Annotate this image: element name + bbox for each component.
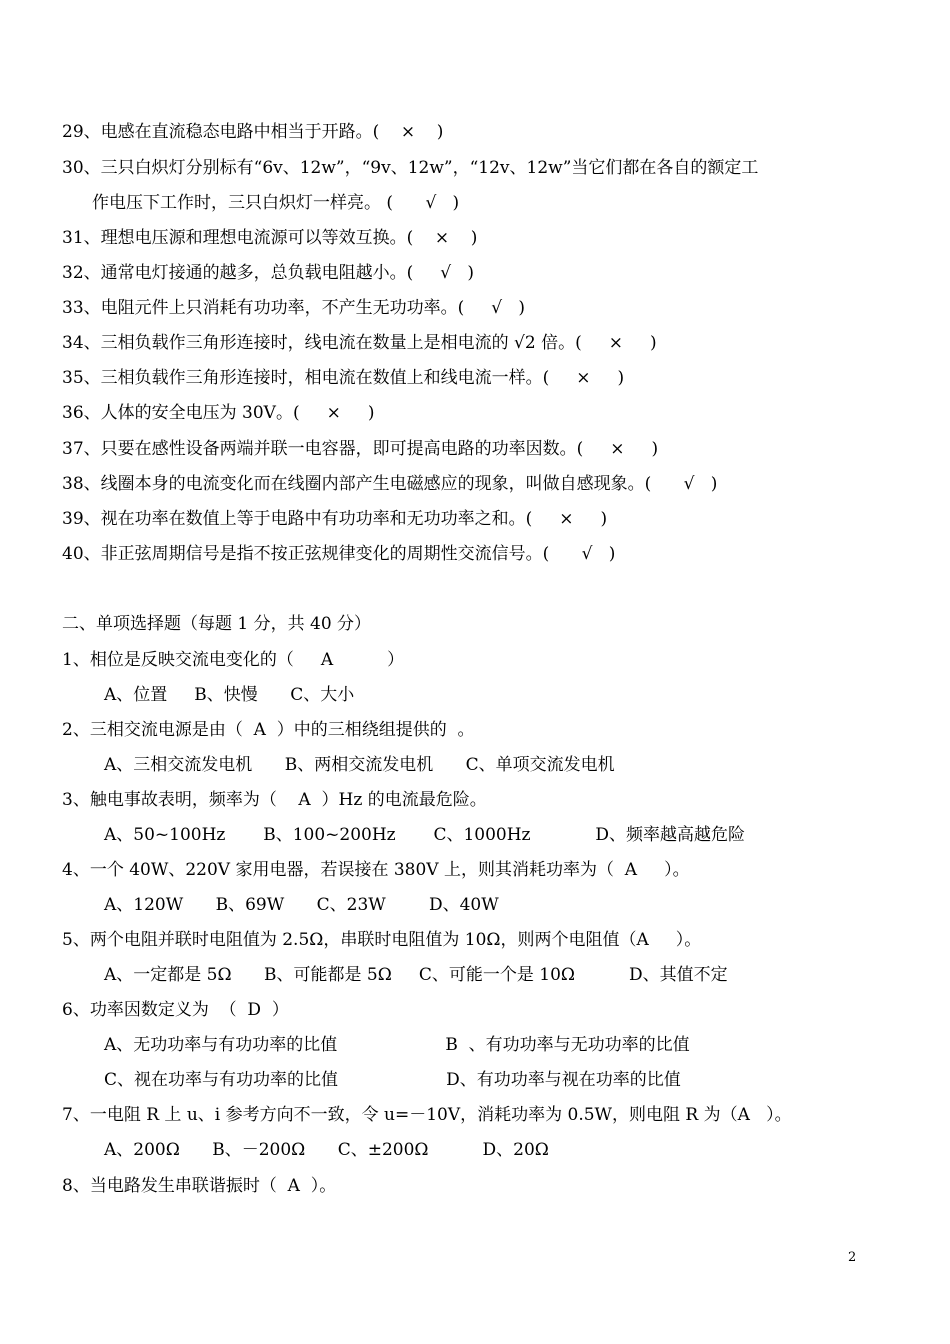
choice-options-5: A、一定都是 5Ω B、可能都是 5Ω C、可能一个是 10Ω D、其值不定 xyxy=(104,965,728,985)
judgment-item-29: 29、电感在直流稳态电路中相当于开路。( × ) xyxy=(62,122,444,142)
choice-options-6-cd: C、视在功率与有功功率的比值 D、有功功率与视在功率的比值 xyxy=(104,1070,681,1090)
judgment-item-38: 38、线圈本身的电流变化而在线圈内部产生电磁感应的现象，叫做自感现象。( √ ) xyxy=(62,474,718,494)
judgment-item-31: 31、理想电压源和理想电流源可以等效互换。( × ) xyxy=(62,228,478,248)
judgment-item-30-continued: 作电压下工作时，三只白炽灯一样亮。 ( √ ) xyxy=(92,193,460,213)
choice-options-2: A、三相交流发电机 B、两相交流发电机 C、单项交流发电机 xyxy=(104,755,615,775)
judgment-item-35: 35、三相负载作三角形连接时，相电流在数值上和线电流一样。( × ) xyxy=(62,368,625,388)
judgment-item-33: 33、电阻元件上只消耗有功功率，不产生无功功率。( √ ) xyxy=(62,298,525,318)
choice-question-3: 3、触电事故表明，频率为（ A ）Hz 的电流最危险。 xyxy=(62,790,487,810)
choice-question-5: 5、两个电阻并联时电阻值为 2.5Ω，串联时电阻值为 10Ω，则两个电阻值（A ）。 xyxy=(62,930,702,950)
choice-question-6: 6、功率因数定义为 （ D ） xyxy=(62,1000,289,1020)
choice-question-7: 7、一电阻 R 上 u、i 参考方向不一致，令 u=－10V，消耗功率为 0.5W，则电阻 R 为（A ）。 xyxy=(62,1105,792,1125)
judgment-item-39: 39、视在功率在数值上等于电路中有功功率和无功功率之和。( × ) xyxy=(62,509,608,529)
choice-question-1: 1、相位是反映交流电变化的（ A ） xyxy=(62,650,405,670)
judgment-item-34: 34、三相负载作三角形连接时，线电流在数量上是相电流的 √2 倍。( × ) xyxy=(62,333,657,353)
choice-question-2: 2、三相交流电源是由（ A ）中的三相绕组提供的 。 xyxy=(62,720,475,740)
choice-options-1: A、位置 B、快慢 C、大小 xyxy=(104,685,355,705)
choice-options-3: A、50~100Hz B、100~200Hz C、1000Hz D、频率越高越危险 xyxy=(104,825,745,845)
judgment-item-30: 30、三只白炽灯分别标有“6v、12w”，“9v、12w”，“12v、12w”当它们都在各自的额定工 xyxy=(62,158,759,178)
choice-options-7: A、200Ω B、－200Ω C、±200Ω D、20Ω xyxy=(104,1140,549,1160)
choice-question-8: 8、当电路发生串联谐振时（ A ）。 xyxy=(62,1176,337,1196)
choice-options-4: A、120W B、69W C、23W D、40W xyxy=(104,895,499,915)
judgment-item-40: 40、非正弦周期信号是指不按正弦规律变化的周期性交流信号。( √ ) xyxy=(62,544,616,564)
judgment-item-36: 36、人体的安全电压为 30V。( × ) xyxy=(62,403,375,423)
judgment-item-32: 32、通常电灯接通的越多，总负载电阻越小。( √ ) xyxy=(62,263,474,283)
choice-question-4: 4、一个 40W、220V 家用电器，若误接在 380V 上，则其消耗功率为（ A ）。 xyxy=(62,860,690,880)
section-title: 二、单项选择题（每题 1 分，共 40 分） xyxy=(62,614,372,634)
choice-options-6-ab: A、无功功率与有功功率的比值 B 、有功功率与无功功率的比值 xyxy=(104,1035,690,1055)
judgment-item-37: 37、只要在感性设备两端并联一电容器，即可提高电路的功率因数。( × ) xyxy=(62,439,659,459)
page-number: 2 xyxy=(848,1250,857,1265)
